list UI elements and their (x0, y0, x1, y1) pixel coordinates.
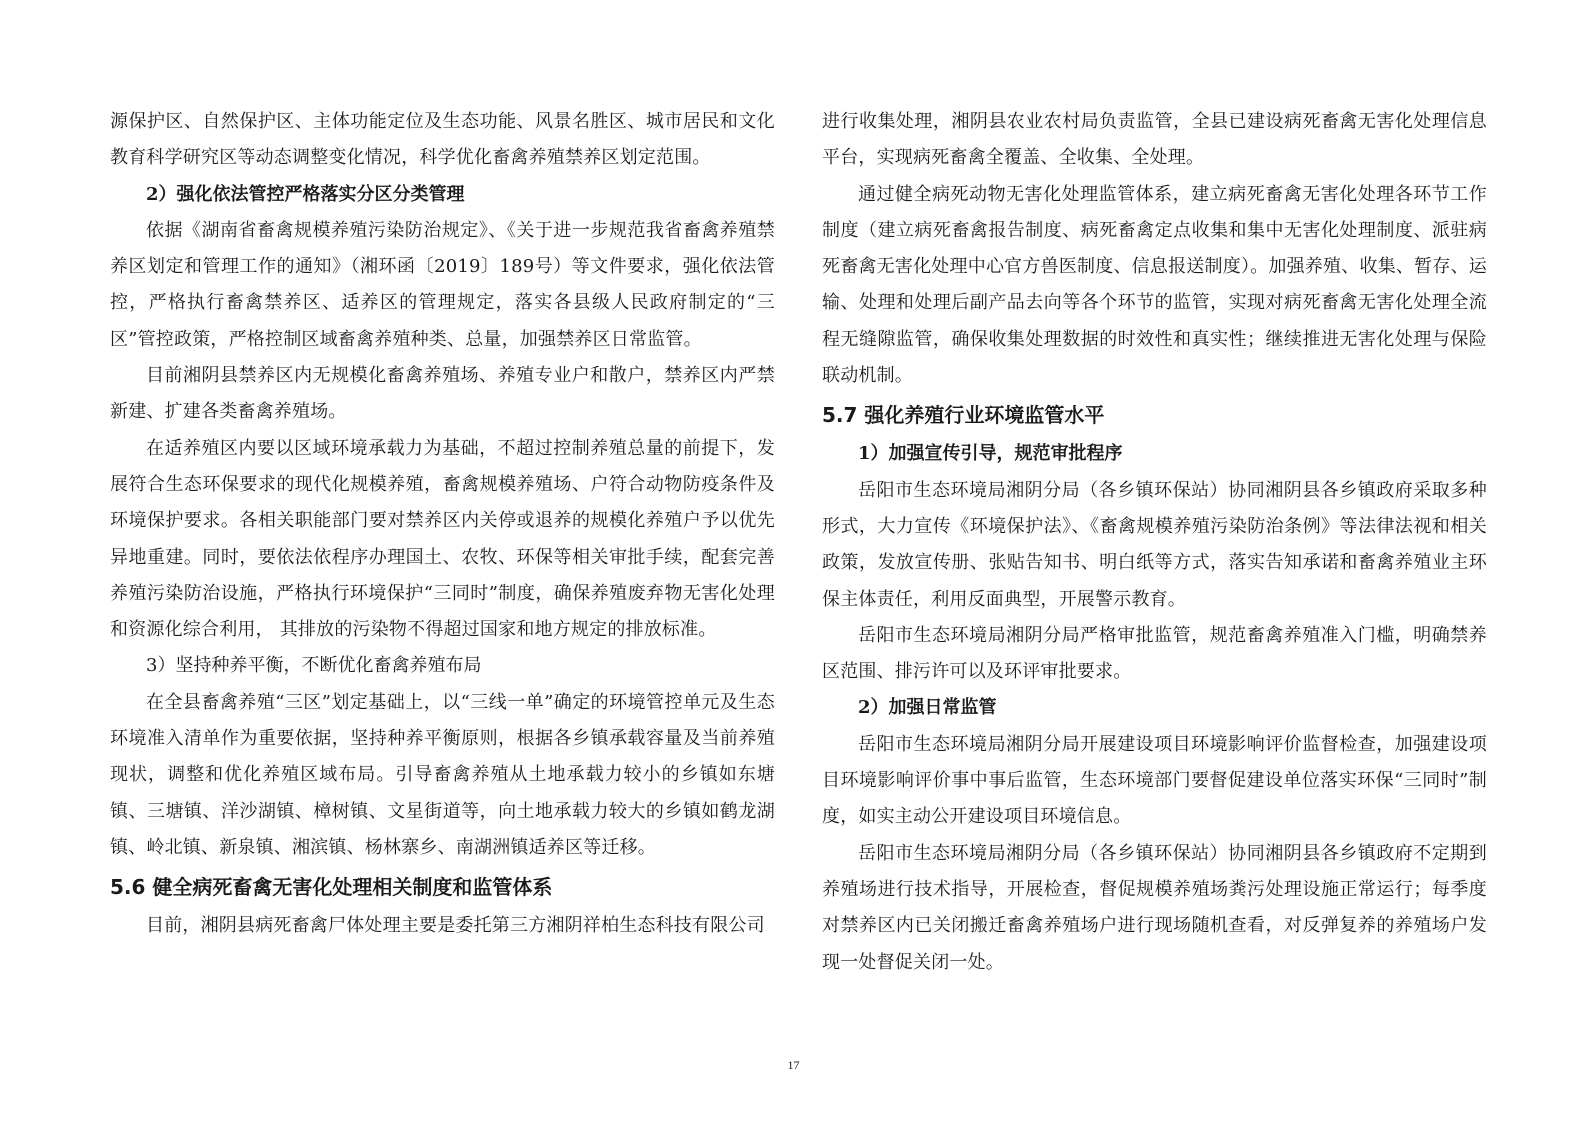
subheading-zoning-management: 2）强化依法管控严格落实分区分类管理 (146, 183, 465, 205)
subheading-publicity-approval: 1）加强宣传引导，规范审批程序 (858, 443, 1123, 465)
paragraph: 岳阳市生态环境局湘阴分局开展建设项目环境影响评价监督检查，加强建设项目环境影响评价事中事后监管，生态环境部门要督促建设单位落实环保“三同时”制度，如实主动公开建设项目环境信息。 (822, 733, 1487, 828)
paragraph: 岳阳市生态环境局湘阴分局（各乡镇环保站）协同湘阴县各乡镇政府采取多种形式，大力宣传《环境保护法》、《畜禽规模养殖污染防治条例》等法律法视和相关政策，发放宣传册、张贴告知书、明白纸等方式，落实告知承诺和畜禽养殖业主环保主体责任，利用反面典型，开展警示教育。 (822, 479, 1487, 610)
paragraph-continuation: 源保护区、自然保护区、主体功能定位及生态功能、风景名胜区、城市居民和文化教育科学研究区等动态调整变化情况，科学优化畜禽养殖禁养区划定范围。 (110, 111, 775, 169)
paragraph: 岳阳市生态环境局湘阴分局（各乡镇环保站）协同湘阴县各乡镇政府不定期到养殖场进行技术指导，开展检查，督促规模养殖场粪污处理设施正常运行；每季度对禁养区内已关闭搬迁畜禽养殖场户进行现场随机查看，对反弹复养的养殖场户发现一处督促关闭一处。 (822, 842, 1487, 973)
left-column (110, 104, 775, 945)
page-number: 17 (787, 1058, 800, 1072)
section-heading-5-6: 5.6 健全病死畜禽无害化处理相关制度和监管体系 (110, 875, 553, 900)
paragraph-continuation: 进行收集处理，湘阴县农业农村局负责监管，全县已建设病死畜禽无害化处理信息平台，实现病死畜禽全覆盖、全收集、全处理。 (822, 111, 1487, 169)
paragraph: 依据《湖南省畜禽规模养殖污染防治规定》、《关于进一步规范我省畜禽养殖禁养区划定和管理工作的通知》（湘环函〔2019〕189号）等文件要求，强化依法管控，严格执行畜禽禁养区、适养区的管理规定，落实各县级人民政府制定的“三区”管控政策，严格控制区域畜禽养殖种类、总量，加强禁养区日常监管。 (110, 219, 775, 350)
subheading-planting-breeding-balance: 3）坚持种养平衡，不断优化畜禽养殖布局 (146, 655, 482, 677)
right-column (822, 104, 1487, 981)
paragraph: 目前，湘阴县病死畜禽尸体处理主要是委托第三方湘阴祥柏生态科技有限公司 (146, 915, 765, 937)
paragraph: 通过健全病死动物无害化处理监管体系，建立病死畜禽无害化处理各环节工作制度（建立病死畜禽报告制度、病死畜禽定点收集和集中无害化处理制度、派驻病死畜禽无害化处理中心官方兽医制度、信息报送制度）。加强养殖、收集、暂存、运输、处理和处理后副产品去向等各个环节的监管，实现对病死畜禽无害化处理全流程无缝隙监管，确保收集处理数据的时效性和真实性；继续推进无害化处理与保险联动机制。 (822, 183, 1487, 387)
section-heading-5-7: 5.7 强化养殖行业环境监管水平 (822, 403, 1105, 428)
subheading-daily-supervision: 2）加强日常监管 (858, 697, 997, 719)
paragraph: 目前湘阴县禁养区内无规模化畜禽养殖场、养殖专业户和散户，禁养区内严禁新建、扩建各类畜禽养殖场。 (110, 365, 775, 423)
paragraph: 在全县畜禽养殖“三区”划定基础上，以“三线一单”确定的环境管控单元及生态环境准入清单作为重要依据，坚持种养平衡原则，根据各乡镇承载容量及当前养殖现状，调整和优化养殖区域布局。引导畜禽养殖从土地承载力较小的乡镇如东塘镇、三塘镇、洋沙湖镇、樟树镇、文星街道等，向土地承载力较大的乡镇如鹤龙湖镇、岭北镇、新泉镇、湘滨镇、杨林寨乡、南湖洲镇适养区等迁移。 (110, 691, 775, 858)
paragraph: 在适养殖区内要以区域环境承载力为基础，不超过控制养殖总量的前提下，发展符合生态环保要求的现代化规模养殖，畜禽规模养殖场、户符合动物防疫条件及环境保护要求。各相关职能部门要对禁养区内关停或退养的规模化养殖户予以优先异地重建。同时，要依法依程序办理国土、农牧、环保等相关审批手续，配套完善养殖污染防治设施，严格执行环境保护“三同时”制度，确保养殖废弃物无害化处理和资源化综合利用， 其排放的污染物不得超过国家和地方规定的排放标准。 (110, 437, 775, 641)
paragraph: 岳阳市生态环境局湘阴分局严格审批监管，规范畜禽养殖准入门槛，明确禁养区范围、排污许可以及环评审批要求。 (822, 624, 1487, 683)
